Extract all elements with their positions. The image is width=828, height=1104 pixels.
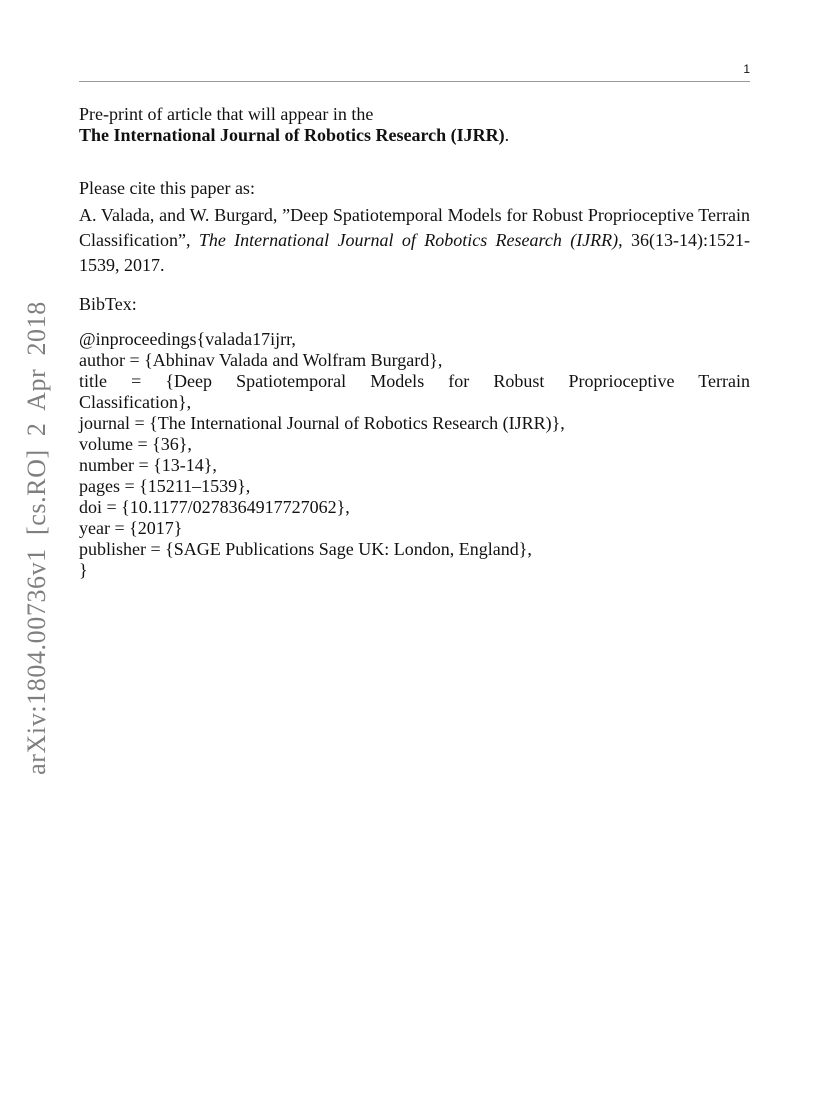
page-number: 1 [743,62,750,76]
bibtex-line-volume: volume = {36}, [79,434,192,454]
journal-line-period: . [504,125,510,145]
bibtex-line-year: year = {2017} [79,518,183,538]
citation-details: , 36(13-14):1521-1539, 2017. [79,230,750,275]
journal-name: The International Journal of Robotics Research (IJRR) [79,125,505,145]
citation-authors-title: A. Valada, and W. Burgard, ”Deep Spatiotemporal Models for Robust Proprioceptive Terrain Classification”, [79,205,750,250]
journal-line [79,125,750,146]
bibtex-line-pages: pages = {15211–1539}, [79,476,251,496]
citation-block [79,178,750,278]
citation-journal: The International Journal of Robotics Research (IJRR) [198,230,619,250]
preprint-notice-line: Pre-print of article that will appear in the [79,104,374,124]
bibtex-line-journal: journal = {The International Journal of Robotics Research (IJRR)}, [79,413,565,433]
bibtex-line-number: number = {13-14}, [79,455,217,475]
citation-reference [79,203,750,278]
bibtex-block [79,294,750,581]
bibtex-line-author: author = {Abhinav Valada and Wolfram Burgard}, [79,350,443,370]
bibtex-heading: BibTex: [79,294,137,314]
citation-heading: Please cite this paper as: [79,178,255,198]
bibtex-entry [79,329,750,581]
preprint-notice [79,104,750,146]
bibtex-line-doi: doi = {10.1177/0278364917727062}, [79,497,350,517]
bibtex-line-title-continued: Classification}, [79,392,192,412]
header-rule [79,81,750,82]
arxiv-identifier: arXiv:1804.00736v1 [cs.RO] 2 Apr 2018 [22,301,51,775]
bibtex-line-entry-key: @inproceedings{valada17ijrr, [79,329,296,349]
bibtex-line-close: } [79,560,88,580]
bibtex-line-title: title = {Deep Spatiotemporal Models for Robust Proprioceptive Terrain [79,371,750,391]
bibtex-line-publisher: publisher = {SAGE Publications Sage UK: London, England}, [79,539,532,559]
